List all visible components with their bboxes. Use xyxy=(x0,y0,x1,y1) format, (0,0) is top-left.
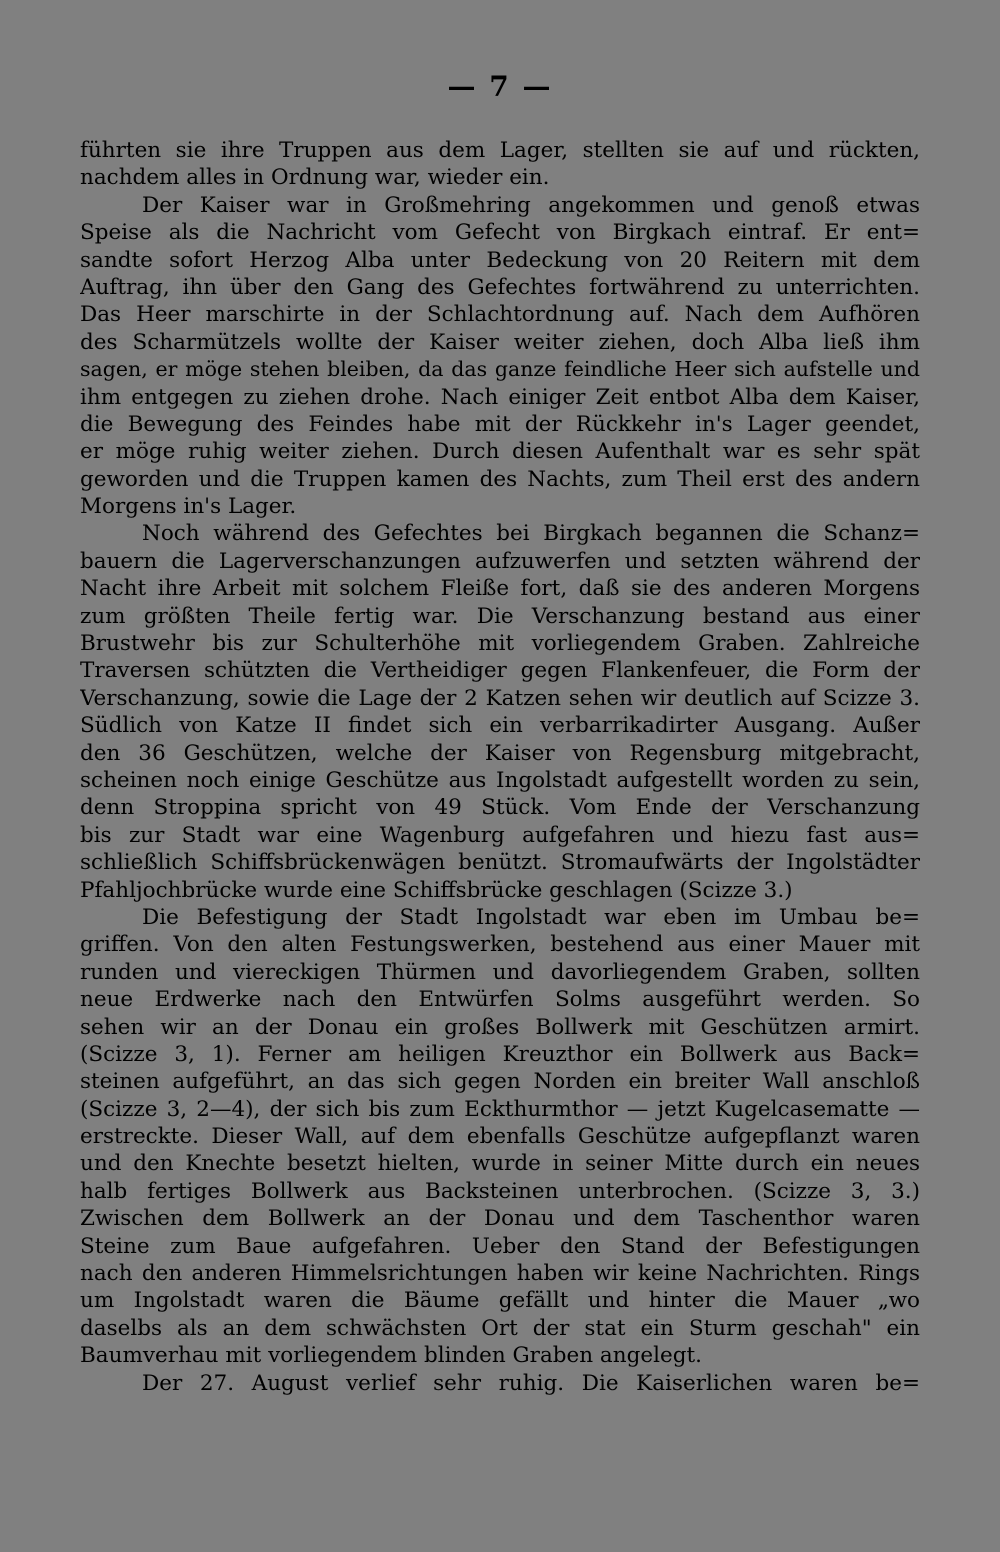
text-line: sagen, er möge stehen bleiben, da das ganze feindliche Heer sich aufstelle und xyxy=(80,357,920,382)
text-line: Südlich von Katze II findet sich ein verbarrikadirter Ausgang. Außer xyxy=(80,713,920,739)
text-line: (Scizze 3, 2—4), der sich bis zum Eckthurmthor — jetzt Kugelcasematte — xyxy=(80,1096,920,1122)
text-line: scheinen noch einige Geschütze aus Ingolstadt aufgestellt worden zu sein, xyxy=(80,767,920,793)
text-line: Brustwehr bis zur Schulterhöhe mit vorliegendem Graben. Zahlreiche xyxy=(80,631,920,657)
text-line: Traversen schützten die Vertheidiger gegen Flankenfeuer, die Form der xyxy=(80,658,920,684)
text-line: ihm entgegen zu ziehen drohe. Nach einiger Zeit entbot Alba dem Kaiser, xyxy=(80,384,920,410)
text-line: Noch während des Gefechtes bei Birgkach begannen die Schanz= xyxy=(142,521,920,547)
text-line: er möge ruhig weiter ziehen. Durch diesen Aufenthalt war es sehr spät xyxy=(80,439,920,465)
page-number: — 7 — xyxy=(447,70,553,103)
text-line: bis zur Stadt war eine Wagenburg aufgefahren und hiezu fast aus= xyxy=(80,822,920,848)
text-line: griffen. Von den alten Festungswerken, bestehend aus einer Mauer mit xyxy=(80,932,920,958)
text-line: daselbs als an dem schwächsten Ort der stat ein Sturm geschah" ein xyxy=(80,1315,920,1341)
text-line: bauern die Lagerverschanzungen aufzuwerfen und setzten während der xyxy=(80,548,920,574)
text-line: zum größten Theile fertig war. Die Verschanzung bestand aus einer xyxy=(80,603,920,629)
text-line: halb fertiges Bollwerk aus Backsteinen unterbrochen. (Scizze 3, 3.) xyxy=(80,1178,920,1204)
text-line: Der Kaiser war in Großmehring angekommen und genoß etwas xyxy=(142,192,920,218)
text-line: die Bewegung des Feindes habe mit der Rückkehr in's Lager geendet, xyxy=(80,411,920,437)
text-line: steinen aufgeführt, an das sich gegen Norden ein breiter Wall anschloß xyxy=(80,1069,920,1095)
text-line: führten sie ihre Truppen aus dem Lager, stellten sie auf und rückten, xyxy=(80,138,920,163)
text-line: Pfahljochbrücke wurde eine Schiffsbrücke geschlagen (Scizze 3.) xyxy=(80,877,793,903)
text-line: sehen wir an der Donau ein großes Bollwerk mit Geschützen armirt. xyxy=(80,1014,920,1040)
text-line: denn Stroppina spricht von 49 Stück. Vom Ende der Verschanzung xyxy=(80,795,920,821)
text-line: Der 27. August verlief sehr ruhig. Die Kaiserlichen waren be= xyxy=(142,1370,920,1396)
text-line: den 36 Geschützen, welche der Kaiser von Regensburg mitgebracht, xyxy=(80,740,920,766)
body-text xyxy=(80,137,920,1397)
text-line: sandte sofort Herzog Alba unter Bedeckung von 20 Reitern mit dem xyxy=(80,247,920,273)
text-line: Steine zum Baue aufgefahren. Ueber den Stand der Befestigungen xyxy=(80,1233,920,1259)
text-line: des Scharmützels wollte der Kaiser weiter ziehen, doch Alba ließ ihm xyxy=(80,329,920,355)
text-line: neue Erdwerke nach den Entwürfen Solms ausgeführt werden. So xyxy=(80,987,920,1013)
text-line: Speise als die Nachricht vom Gefecht von Birgkach eintraf. Er ent= xyxy=(80,220,920,246)
text-line: runden und viereckigen Thürmen und davorliegendem Graben, sollten xyxy=(80,959,920,985)
text-line: nachdem alles in Ordnung war, wieder ein. xyxy=(80,165,550,191)
text-line: Die Befestigung der Stadt Ingolstadt war eben im Umbau be= xyxy=(142,904,920,930)
text-line: nach den anderen Himmelsrichtungen haben wir keine Nachrichten. Rings xyxy=(80,1261,920,1287)
text-line: geworden und die Truppen kamen des Nachts, zum Theil erst des andern xyxy=(80,466,920,492)
text-line: schließlich Schiffsbrückenwägen benützt. Stromaufwärts der Ingolstädter xyxy=(80,850,920,876)
text-line: und den Knechte besetzt hielten, wurde in seiner Mitte durch ein neues xyxy=(80,1151,920,1177)
text-line: Baumverhau mit vorliegendem blinden Graben angelegt. xyxy=(80,1343,702,1369)
text-line: erstreckte. Dieser Wall, auf dem ebenfalls Geschütze aufgepflanzt waren xyxy=(80,1124,920,1150)
text-line: (Scizze 3, 1). Ferner am heiligen Kreuzthor ein Bollwerk aus Back= xyxy=(80,1041,920,1067)
text-line: Nacht ihre Arbeit mit solchem Fleiße fort, daß sie des anderen Morgens xyxy=(80,576,920,602)
text-line: Das Heer marschirte in der Schlachtordnung auf. Nach dem Aufhören xyxy=(80,302,920,328)
text-line: Morgens in's Lager. xyxy=(80,494,297,520)
text-line: um Ingolstadt waren die Bäume gefällt und hinter die Mauer „wo xyxy=(80,1288,920,1314)
text-line: Verschanzung, sowie die Lage der 2 Katzen sehen wir deutlich auf Scizze 3. xyxy=(80,685,920,711)
text-line: Zwischen dem Bollwerk an der Donau und dem Taschenthor waren xyxy=(80,1206,920,1232)
text-line: Auftrag, ihn über den Gang des Gefechtes fortwährend zu unterrichten. xyxy=(80,274,920,300)
